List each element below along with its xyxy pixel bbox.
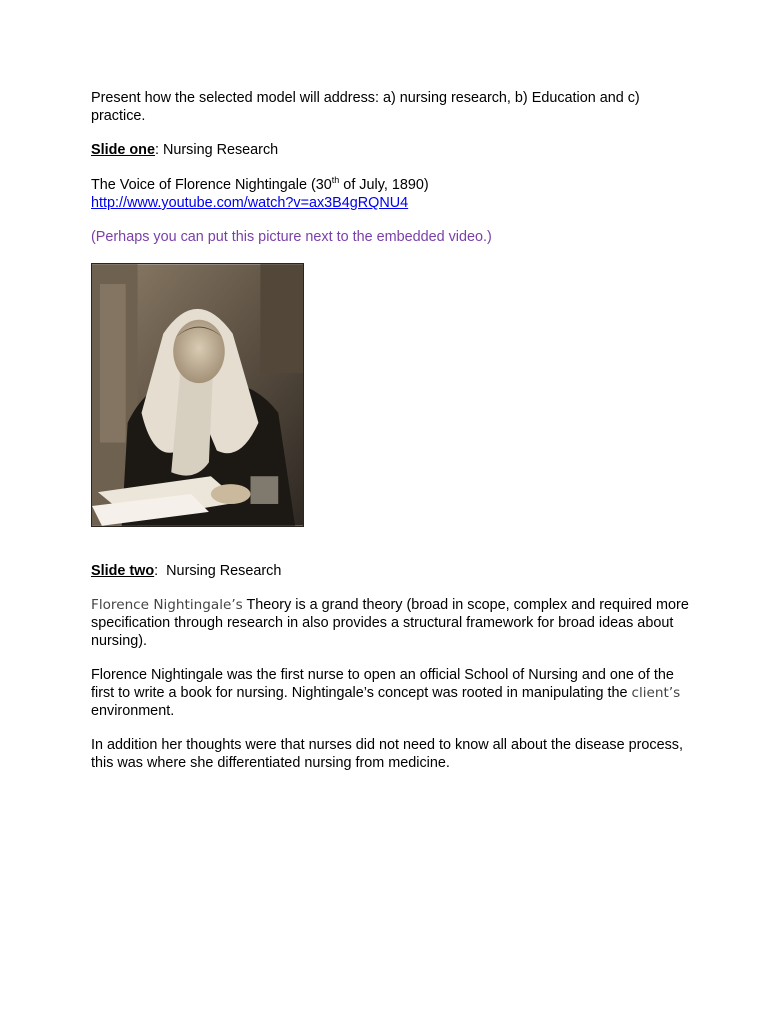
slide-one-label: Slide one xyxy=(91,142,155,158)
slide-two-heading xyxy=(91,562,691,580)
voice-title-superscript: th xyxy=(331,175,340,185)
school-text-b: environment. xyxy=(91,703,175,719)
picture-note xyxy=(91,228,691,246)
voice-title-suffix: of July, 1890) xyxy=(339,177,429,193)
voice-title xyxy=(91,176,691,194)
intro-text: Present how the selected model will address: a) nursing research, b) Education and c) practice. xyxy=(91,90,640,124)
slide-two-separator: : xyxy=(154,563,159,579)
medicine-paragraph xyxy=(91,736,691,772)
portrait-photo xyxy=(91,263,304,527)
theory-text: Theory is a grand theory (broad in scope, complex and required more specification through research in also provides a structural framework for broad ideas about nursing). xyxy=(91,597,689,649)
video-link-line xyxy=(91,194,691,212)
slide-two-label: Slide two xyxy=(91,563,155,579)
voice-title-prefix: The Voice of Florence Nightingale (30 xyxy=(91,177,332,193)
school-text-a: Florence Nightingale was the first nurse to open an official School of Nursing and one of the first to write a book for nursing. Nightingale’s concept was rooted in manipulating the xyxy=(91,667,674,701)
slide-two-topic: Nursing Research xyxy=(158,563,282,579)
school-client-word: client’s xyxy=(631,685,681,701)
youtube-video-link[interactable]: http://www.youtube.com/watch?v=ax3B4gRQNU4 xyxy=(91,195,409,211)
medicine-text: In addition her thoughts were that nurses did not need to know all about the disease process, this was where she differentiated nursing from medicine. xyxy=(91,737,683,771)
theory-paragraph xyxy=(91,596,691,650)
theory-lead: Florence Nightingale’s xyxy=(91,597,243,613)
slide-one-separator: : xyxy=(154,142,159,158)
slide-one-topic: Nursing Research xyxy=(158,142,279,158)
document-page xyxy=(91,89,691,772)
picture-note-text: (Perhaps you can put this picture next to the embedded video.) xyxy=(91,229,492,245)
slide-one-heading xyxy=(91,141,691,159)
school-paragraph xyxy=(91,666,691,720)
intro-paragraph xyxy=(91,89,691,125)
